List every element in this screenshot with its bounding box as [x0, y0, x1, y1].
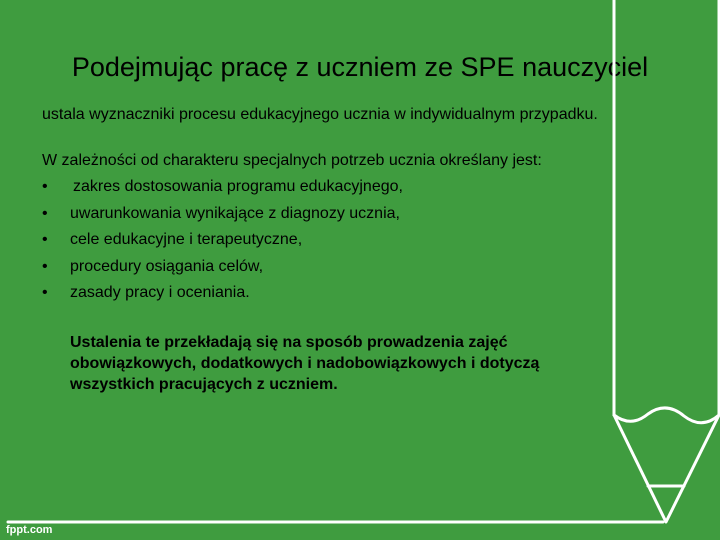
bullet-text: zakres dostosowania programu edukacyjnego, — [73, 178, 403, 195]
slide-title: Podejmując pracę z uczniem ze SPE nauczyciel — [71, 52, 649, 82]
bullet-text: zasady pracy i oceniania. — [70, 284, 250, 301]
list-lead-text: W zależności od charakteru specjalnych potrzeb ucznia określany jest: — [42, 152, 542, 169]
bullet-marker: • — [42, 284, 48, 301]
bullet-marker: • — [42, 231, 48, 248]
footer-watermark: fppt.com — [6, 524, 53, 536]
bullet-text: procedury osiągania celów, — [70, 257, 264, 275]
bullet-marker: • — [42, 257, 48, 275]
intro-text: ustala wyznaczniki procesu edukacyjnego ucznia w indywidualnym przypadku. — [42, 106, 598, 123]
summary-note: Ustalenia te przekładają się na sposób prowadzenia zajęć obowiązkowych, dodatkowych i nadobowiązkowych i dotyczą wszystkich pracujących z uczniem. — [70, 334, 540, 393]
bullet-text: cele edukacyjne i terapeutyczne, — [70, 231, 303, 248]
bullet-text: uwarunkowania wynikające z diagnozy ucznia, — [70, 204, 400, 222]
bullet-marker: • — [42, 204, 48, 222]
bullet-marker: • — [42, 178, 48, 195]
